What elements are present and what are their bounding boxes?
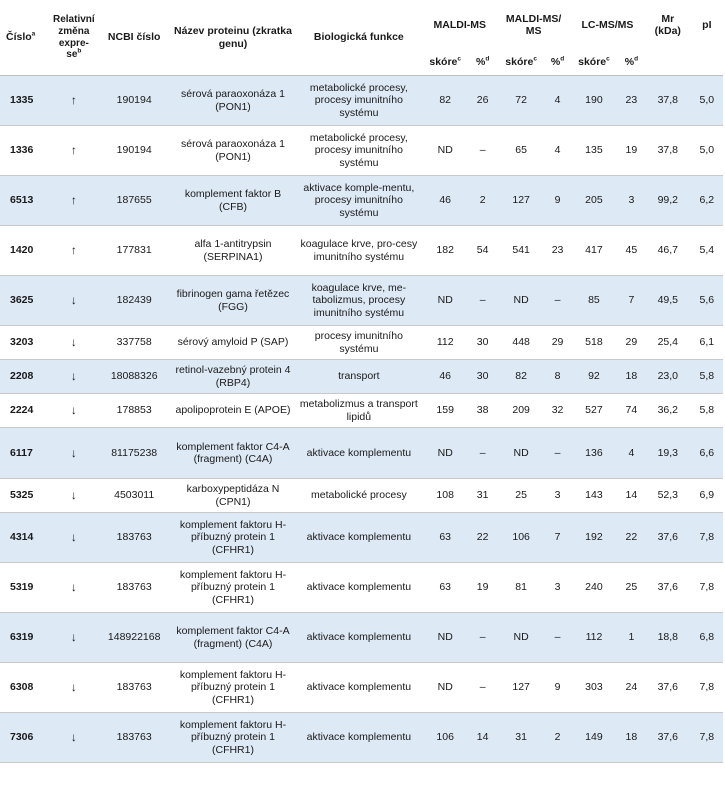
subheader-mr-empty: [645, 50, 691, 76]
maldi-score: 106: [436, 731, 454, 744]
maldi-coverage: –: [479, 294, 486, 307]
row-number: 6308: [10, 681, 34, 694]
maldims-score: ND: [513, 294, 529, 307]
maldi-coverage: 22: [476, 531, 489, 544]
table-row: [0, 428, 723, 479]
maldims-coverage: 4: [554, 144, 561, 157]
table-row: [0, 713, 723, 763]
protein-name: komplement faktor B (CFB): [184, 188, 282, 213]
isoelectric-point: 5,0: [699, 94, 715, 107]
lcms-score: 135: [585, 144, 603, 157]
isoelectric-point: 6,6: [699, 446, 715, 459]
maldi-coverage: –: [479, 681, 486, 694]
header-mr: Mr (kDa): [654, 12, 681, 37]
expression-change-arrow: ↓: [70, 445, 77, 460]
maldims-coverage: 23: [551, 244, 564, 257]
lcms-coverage: 4: [628, 446, 635, 459]
biological-function: koagulace krve, me-tabolizmus, procesy imunitního systému: [311, 281, 407, 319]
protein-name: retinol-vazebný protein 4 (RBP4): [175, 364, 291, 389]
subheader-maldims-score: skóre$^c$: [505, 55, 537, 69]
maldi-score: ND: [437, 144, 453, 157]
maldi-coverage: 38: [476, 404, 489, 417]
maldims-coverage: 3: [554, 581, 561, 594]
subheader-maldims-pct: %$^d$: [550, 55, 565, 69]
lcms-score: 190: [585, 94, 603, 107]
table-row: [0, 513, 723, 563]
maldi-score: ND: [437, 681, 453, 694]
table-row: [0, 176, 723, 226]
maldims-score: 127: [512, 681, 530, 694]
lcms-score: 527: [585, 404, 603, 417]
maldims-score: ND: [513, 446, 529, 459]
isoelectric-point: 7,8: [699, 581, 715, 594]
maldims-score: 82: [515, 370, 527, 383]
header-relative-change: Relativní změna expre-$se^b$: [53, 13, 95, 61]
protein-name: komplement faktoru H-příbuzný protein 1 (CFHR1): [179, 668, 287, 706]
table-row: [0, 126, 723, 176]
maldi-coverage: 31: [476, 489, 489, 502]
lcms-score: 92: [588, 370, 600, 383]
subheader-maldi-pct: %$^d$: [475, 55, 490, 69]
isoelectric-point: 5,8: [699, 370, 715, 383]
table-row: [0, 663, 723, 713]
ncbi-number: 337758: [116, 336, 152, 349]
molecular-weight: 52,3: [657, 489, 679, 502]
maldi-score: 108: [436, 489, 454, 502]
lcms-coverage: 18: [625, 370, 638, 383]
subheader-pi-empty: [691, 50, 723, 76]
biological-function: aktivace komple-mentu, procesy imunitního systému: [303, 181, 415, 219]
maldi-score: 63: [439, 581, 452, 594]
protein-name: komplement faktoru H-příbuzný protein 1 (CFHR1): [179, 568, 287, 606]
ncbi-number: 182439: [116, 294, 152, 307]
lcms-coverage: 45: [625, 244, 638, 257]
ncbi-number: 148922168: [107, 631, 161, 644]
expression-change-arrow: ↑: [70, 143, 77, 158]
lcms-score: 136: [585, 446, 603, 459]
expression-change-arrow: ↓: [70, 488, 77, 503]
maldi-score: ND: [437, 631, 453, 644]
ncbi-number: 183763: [116, 581, 152, 594]
maldims-coverage: 8: [554, 370, 561, 383]
subheader-lc-score: skóre$^c$: [578, 55, 610, 69]
maldims-score: 541: [512, 244, 530, 257]
isoelectric-point: 7,8: [699, 731, 715, 744]
molecular-weight: 19,3: [657, 446, 679, 459]
ncbi-number: 183763: [116, 731, 152, 744]
row-number: 1336: [10, 144, 34, 157]
molecular-weight: 37,6: [657, 581, 679, 594]
isoelectric-point: 6,9: [699, 489, 715, 502]
header-cislo: Číslo$^a$: [6, 30, 36, 44]
lcms-coverage: 18: [625, 731, 638, 744]
lcms-score: 303: [585, 681, 603, 694]
header-protein-name: Název proteinu (zkratka genu): [174, 25, 292, 50]
isoelectric-point: 6,1: [699, 336, 715, 349]
lcms-coverage: 19: [625, 144, 638, 157]
lcms-score: 240: [585, 581, 603, 594]
row-number: 4314: [10, 531, 34, 544]
maldi-coverage: 2: [479, 194, 486, 207]
protein-name: apolipoprotein E (APOE): [175, 404, 291, 417]
maldims-score: 81: [515, 581, 527, 594]
biological-function: aktivace komplementu: [306, 631, 412, 644]
ncbi-number: 183763: [116, 681, 152, 694]
protein-name: fibrinogen gama řetězec (FGG): [176, 288, 290, 313]
maldi-score: 182: [436, 244, 454, 257]
table-row: [0, 613, 723, 663]
table-body: [0, 76, 723, 763]
lcms-score: 149: [585, 731, 603, 744]
maldi-coverage: 54: [476, 244, 489, 257]
biological-function: koagulace krve, pro-cesy imunitního systému: [300, 238, 418, 263]
expression-change-arrow: ↓: [70, 630, 77, 645]
lcms-coverage: 25: [625, 581, 638, 594]
expression-change-arrow: ↓: [70, 580, 77, 595]
ncbi-number: 177831: [116, 244, 152, 257]
isoelectric-point: 6,8: [699, 631, 715, 644]
protein-name: sérová paraoxonáza 1 (PON1): [181, 88, 285, 113]
lcms-coverage: 23: [625, 94, 638, 107]
expression-change-arrow: ↓: [70, 335, 77, 350]
maldi-score: 82: [439, 94, 452, 107]
maldi-score: 112: [436, 336, 454, 349]
maldims-coverage: 3: [554, 489, 561, 502]
table-row: [0, 76, 723, 126]
isoelectric-point: 6,2: [699, 194, 715, 207]
header-biological-function: Biologická funkce: [313, 31, 404, 44]
protein-name: sérový amyloid P (SAP): [177, 336, 289, 349]
biological-function: aktivace komplementu: [306, 581, 412, 594]
protein-name: sérová paraoxonáza 1 (PON1): [181, 138, 285, 163]
table-row: [0, 394, 723, 428]
lcms-coverage: 74: [625, 404, 638, 417]
subheader-lc-pct: %$^d$: [624, 55, 639, 69]
expression-change-arrow: ↑: [70, 243, 77, 258]
lcms-score: 518: [585, 336, 603, 349]
molecular-weight: 37,6: [657, 531, 679, 544]
expression-change-arrow: ↑: [70, 93, 77, 108]
expression-change-arrow: ↓: [70, 680, 77, 695]
protein-name: komplement faktor C4-A (fragment) (C4A): [176, 625, 290, 650]
maldims-coverage: 29: [551, 336, 564, 349]
molecular-weight: 36,2: [657, 404, 679, 417]
table-row: [0, 360, 723, 394]
maldims-score: 72: [515, 94, 527, 107]
protein-name: komplement faktor C4-A (fragment) (C4A): [176, 440, 290, 465]
ncbi-number: 81175238: [111, 446, 158, 459]
lcms-coverage: 24: [625, 681, 638, 694]
lcms-score: 192: [585, 531, 603, 544]
maldi-coverage: –: [479, 631, 486, 644]
biological-function: aktivace komplementu: [306, 731, 412, 744]
molecular-weight: 18,8: [657, 631, 679, 644]
biological-function: transport: [338, 370, 380, 383]
maldi-score: 63: [439, 531, 452, 544]
header-ncbi: NCBI číslo: [107, 31, 161, 44]
lcms-score: 205: [585, 194, 603, 207]
biological-function: metabolizmus a transport lipidů: [299, 398, 418, 423]
header-pi: pI: [702, 18, 712, 31]
ncbi-number: 178853: [116, 404, 152, 417]
ncbi-number: 18088326: [110, 370, 158, 383]
expression-change-arrow: ↓: [70, 530, 77, 545]
maldims-coverage: –: [554, 294, 561, 307]
ncbi-number: 190194: [116, 94, 152, 107]
protein-name: karboxypeptidáza N (CPN1): [186, 483, 280, 508]
row-number: 7306: [10, 731, 34, 744]
maldims-coverage: 4: [554, 94, 561, 107]
biological-function: aktivace komplementu: [306, 446, 412, 459]
molecular-weight: 46,7: [657, 244, 679, 257]
row-number: 1335: [10, 94, 34, 107]
isoelectric-point: 5,6: [699, 294, 715, 307]
maldi-coverage: 30: [476, 370, 489, 383]
maldi-coverage: –: [479, 446, 486, 459]
molecular-weight: 37,8: [657, 94, 679, 107]
maldims-score: 106: [512, 531, 530, 544]
maldi-coverage: 19: [476, 581, 489, 594]
biological-function: metabolické procesy, procesy imunitního systému: [309, 131, 408, 169]
row-number: 2208: [10, 370, 34, 383]
row-number: 5325: [10, 489, 34, 502]
protein-name: komplement faktoru H-příbuzný protein 1 (CFHR1): [179, 518, 287, 556]
expression-change-arrow: ↓: [70, 293, 77, 308]
maldims-score: 25: [515, 489, 527, 502]
lcms-score: 112: [585, 631, 603, 644]
molecular-weight: 25,4: [657, 336, 679, 349]
maldi-score: 46: [439, 370, 452, 383]
row-number: 3203: [10, 336, 34, 349]
table-header: [0, 0, 723, 76]
lcms-coverage: 7: [628, 294, 635, 307]
isoelectric-point: 5,0: [699, 144, 715, 157]
biological-function: aktivace komplementu: [306, 531, 412, 544]
molecular-weight: 37,8: [657, 144, 679, 157]
header-maldi-ms: MALDI-MS: [433, 18, 486, 31]
biological-function: procesy imunitního systému: [314, 330, 403, 355]
maldi-coverage: –: [479, 144, 486, 157]
molecular-weight: 49,5: [657, 294, 679, 307]
row-number: 6117: [10, 446, 33, 459]
maldims-coverage: 9: [554, 194, 561, 207]
lcms-coverage: 29: [625, 336, 638, 349]
row-number: 3625: [10, 294, 34, 307]
maldims-coverage: –: [554, 446, 561, 459]
maldi-coverage: 30: [476, 336, 489, 349]
row-number: 6319: [10, 631, 34, 644]
row-number: 1420: [10, 244, 34, 257]
maldims-score: ND: [513, 631, 529, 644]
table-row: [0, 563, 723, 613]
maldi-score: ND: [437, 294, 453, 307]
isoelectric-point: 7,8: [699, 531, 715, 544]
header-maldi-ms-ms: MALDI-MS/ MS: [505, 12, 562, 37]
isoelectric-point: 5,4: [699, 244, 715, 257]
table-row: [0, 326, 723, 360]
maldi-coverage: 14: [476, 731, 489, 744]
lcms-score: 85: [588, 294, 600, 307]
ncbi-number: 190194: [116, 144, 152, 157]
maldims-coverage: 2: [554, 731, 561, 744]
row-number: 2224: [10, 404, 34, 417]
isoelectric-point: 7,8: [699, 681, 715, 694]
expression-change-arrow: ↓: [70, 369, 77, 384]
maldims-coverage: 7: [554, 531, 561, 544]
expression-change-arrow: ↓: [70, 403, 77, 418]
maldims-coverage: 32: [551, 404, 564, 417]
table-row: [0, 479, 723, 513]
subheader-maldi-score: skóre$^c$: [429, 55, 462, 69]
maldi-score: 46: [439, 194, 452, 207]
molecular-weight: 37,6: [657, 731, 679, 744]
maldi-score: ND: [437, 446, 453, 459]
expression-change-arrow: ↓: [70, 730, 77, 745]
lcms-coverage: 1: [628, 631, 635, 644]
protein-name: alfa 1-antitrypsin (SERPINA1): [194, 238, 272, 263]
maldi-score: 159: [436, 404, 454, 417]
isoelectric-point: 5,8: [699, 404, 715, 417]
biological-function: metabolické procesy, procesy imunitního systému: [309, 81, 408, 119]
lcms-coverage: 14: [625, 489, 638, 502]
biological-function: aktivace komplementu: [306, 681, 412, 694]
biological-function: metabolické procesy: [311, 489, 407, 502]
maldims-score: 65: [515, 144, 527, 157]
table-row: [0, 226, 723, 276]
protein-name: komplement faktoru H-příbuzný protein 1 (CFHR1): [179, 718, 287, 756]
maldims-score: 448: [512, 336, 530, 349]
header-lc-ms-ms: LC-MS/MS: [581, 18, 634, 31]
maldims-coverage: –: [554, 631, 561, 644]
maldims-score: 209: [512, 404, 530, 417]
ncbi-number: 187655: [116, 194, 152, 207]
maldims-score: 127: [512, 194, 530, 207]
maldims-score: 31: [515, 731, 527, 744]
lcms-coverage: 3: [628, 194, 635, 207]
maldi-coverage: 26: [476, 94, 489, 107]
lcms-score: 417: [585, 244, 603, 257]
molecular-weight: 37,6: [657, 681, 679, 694]
maldims-coverage: 9: [554, 681, 561, 694]
lcms-score: 143: [585, 489, 603, 502]
expression-change-arrow: ↑: [70, 193, 77, 208]
molecular-weight: 99,2: [657, 194, 679, 207]
table-row: [0, 276, 723, 326]
ncbi-number: 183763: [116, 531, 152, 544]
ncbi-number: 4503011: [114, 489, 155, 502]
lcms-coverage: 22: [625, 531, 638, 544]
row-number: 6513: [10, 194, 34, 207]
row-number: 5319: [10, 581, 34, 594]
molecular-weight: 23,0: [657, 370, 679, 383]
